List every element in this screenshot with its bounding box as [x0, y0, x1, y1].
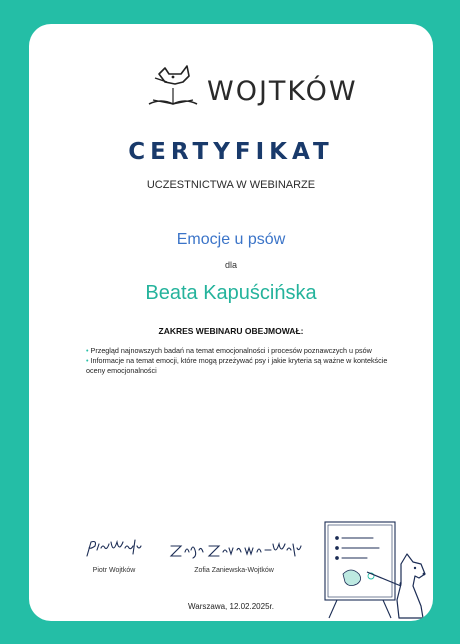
- list-item: [86, 356, 398, 376]
- signature-zofia-image: [167, 538, 303, 562]
- webinar-title: Emocje u psów: [176, 231, 286, 248]
- certificate-card: [29, 24, 433, 621]
- logo-wordmark: WOJTKÓW: [207, 76, 358, 107]
- logo: [147, 64, 358, 120]
- signature-piotr-image: [81, 536, 147, 562]
- dog-book-logo-icon: [147, 64, 207, 120]
- scope-item-text: Przegląd najnowszych badań na temat emocjonalności i procesów poznawczych u psów: [90, 346, 372, 355]
- certificate-title: CERTYFIKAT: [128, 139, 334, 165]
- scope-item-text: Informacje na temat emocji, które mogą przeżywać psy i jakie kryteria są ważne w kontekście oceny emocjonalności: [86, 356, 388, 375]
- for-label: dla: [224, 260, 237, 270]
- signature-name-piotr: Piotr Wojtków: [92, 567, 136, 574]
- bullet-icon: •: [86, 356, 89, 365]
- list-item: [86, 346, 398, 356]
- certificate-subtitle: UCZESTNICTWA W WEBINARZE: [146, 179, 316, 191]
- dog-presenting-board-icon: [317, 514, 433, 621]
- scope-heading: ZAKRES WEBINARU OBEJMOWAŁ:: [158, 326, 304, 336]
- bullet-icon: •: [86, 346, 89, 355]
- recipient-name: Beata Kapuścińska: [145, 282, 317, 304]
- place-and-date: Warszawa, 12.02.2025r.: [188, 602, 274, 611]
- signature-name-zofia: Zofia Zaniewska-Wojtków: [194, 567, 274, 574]
- scope-list: [86, 346, 398, 376]
